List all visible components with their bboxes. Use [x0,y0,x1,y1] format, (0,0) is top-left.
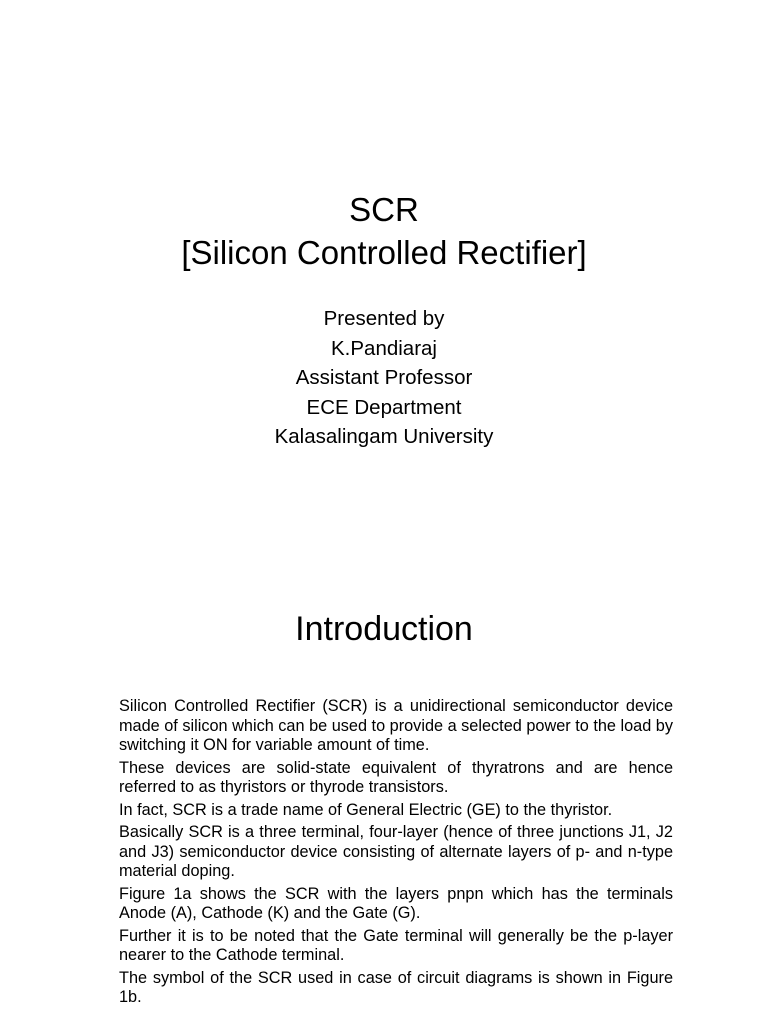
intro-paragraph: Silicon Controlled Rectifier (SCR) is a unidirectional semiconductor device made of silicon which can be used to provide a selected power to the load by switching it ON for variable amount of time. [119,697,673,754]
presenter-department: ECE Department [306,395,462,419]
intro-paragraph: Further it is to be noted that the Gate terminal will generally be the p-layer nearer to the Cathode terminal. [119,926,673,964]
presenter-university: Kalasalingam University [274,425,494,448]
intro-paragraph: Basically SCR is a three terminal, four-layer (hence of three junctions J1, J2 and J3) semiconductor device consisting of alternate layers of p- and n-type material doping. [119,823,673,880]
presenter-name: K.Pandiaraj [331,336,437,360]
title-line-full-name: [Silicon Controlled Rectifier] [181,234,587,271]
presented-by-label: Presented by [323,307,445,330]
introduction-body [119,697,673,1011]
introduction-slide [0,560,768,1024]
intro-paragraph: Figure 1a shows the SCR with the layers pnpn which has the terminals Anode (A), Cathode (K) and the Gate (G). [119,884,673,922]
intro-paragraph: The symbol of the SCR used in case of circuit diagrams is shown in Figure 1b. [119,968,673,1006]
intro-paragraph: In fact, SCR is a trade name of General Electric (GE) to the thyristor. [119,800,613,819]
introduction-heading: Introduction [295,610,473,648]
intro-paragraph: These devices are solid-state equivalent of thyratrons and are hence referred to as thyristors or thyrode transistors. [119,758,673,796]
presenter-designation: Assistant Professor [295,366,473,389]
slide-title [0,188,768,274]
presenter-info [0,304,768,452]
title-line-abbreviation: SCR [349,191,419,228]
